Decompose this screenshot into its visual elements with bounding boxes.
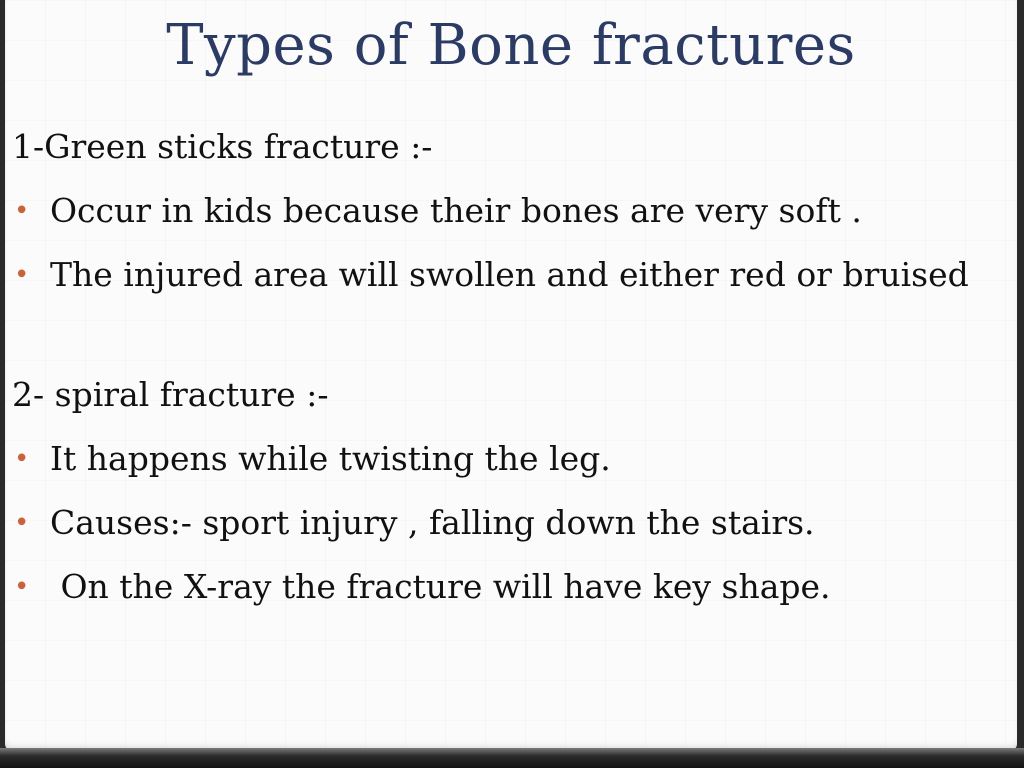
- bullet-text: It happens while twisting the leg.: [50, 439, 611, 478]
- bullet-text: Occur in kids because their bones are very soft .: [50, 191, 862, 230]
- list-item: [12, 432, 1002, 486]
- bullet-text: The injured area will swollen and either red or bruised: [50, 255, 969, 294]
- section-heading-greenstick: 1-Green sticks fracture :-: [12, 127, 433, 166]
- bullet-icon: •: [14, 260, 30, 290]
- section-heading-spiral: 2- spiral fracture :-: [12, 375, 329, 414]
- slide-canvas: [5, 0, 1017, 750]
- slide-bottom-edge: [0, 748, 1024, 768]
- slide-body: [12, 120, 1002, 614]
- bullet-icon: •: [14, 444, 30, 474]
- bullet-icon: •: [14, 196, 30, 226]
- bullet-icon: •: [14, 572, 30, 602]
- slide-title: Types of Bone fractures: [166, 13, 856, 78]
- list-item: [12, 184, 1002, 238]
- list-item: [12, 248, 1002, 302]
- spacer: [12, 302, 1002, 368]
- list-item: [12, 560, 1002, 614]
- list-item: [12, 496, 1002, 550]
- bullet-text: Causes:- sport injury , falling down the stairs.: [50, 503, 815, 542]
- bullet-icon: •: [14, 508, 30, 538]
- bullet-text: On the X-ray the fracture will have key shape.: [50, 567, 831, 606]
